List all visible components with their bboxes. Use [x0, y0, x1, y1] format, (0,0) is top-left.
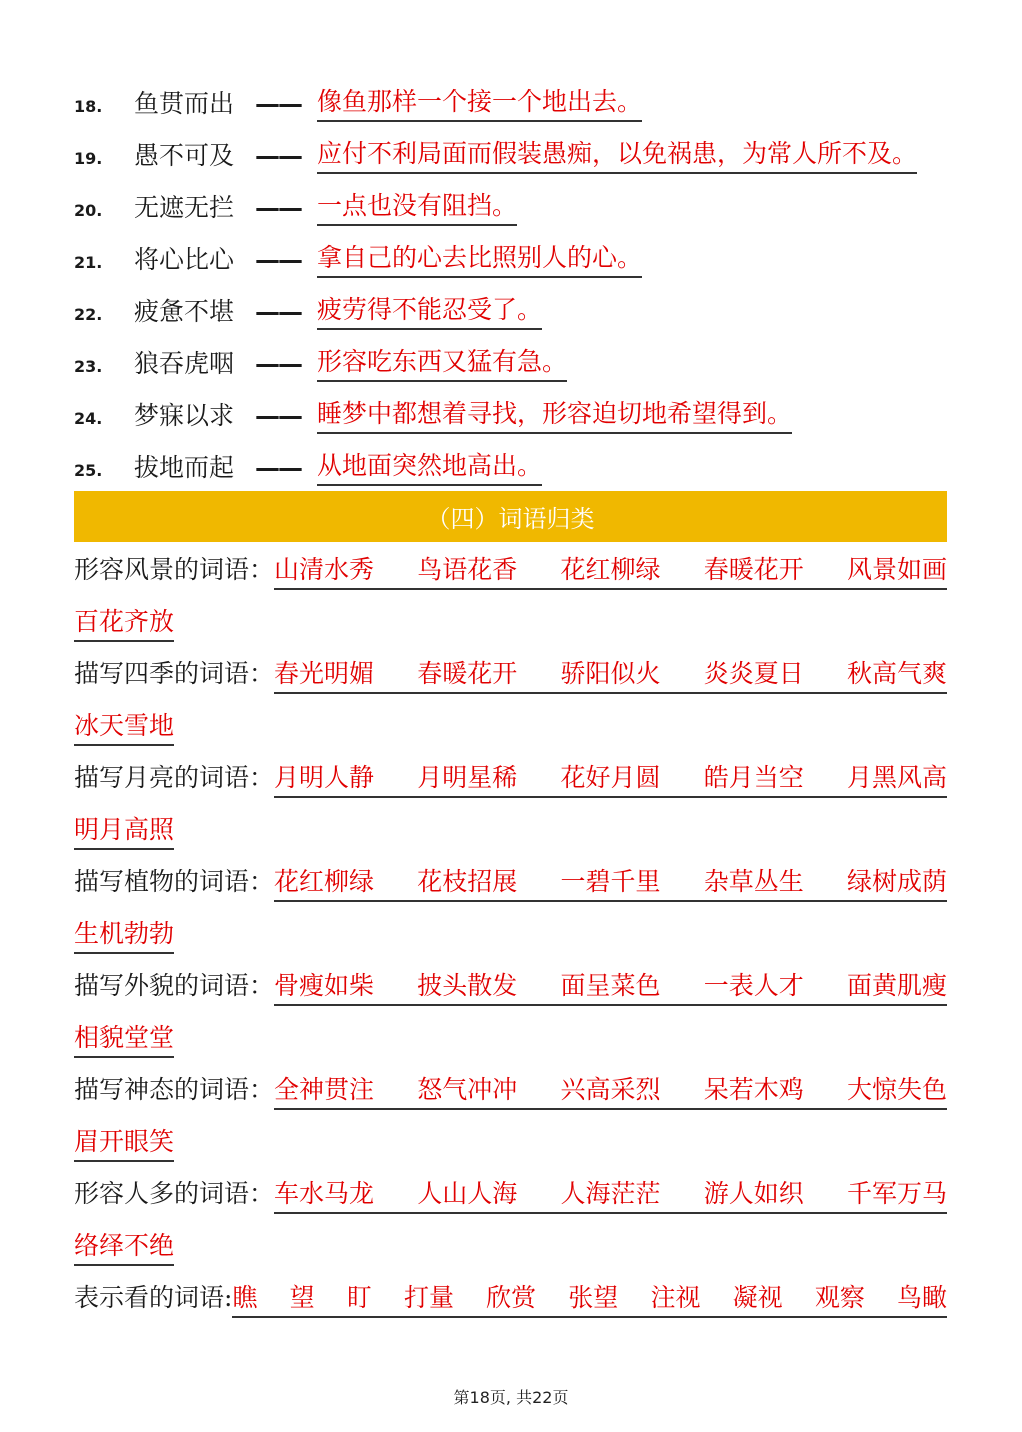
category-label: 表示看的词语: [74, 1283, 233, 1312]
idiom-word: 愚不可及 [134, 141, 235, 170]
answer-word: 骄阳似火 [560, 659, 661, 688]
idiom-word: 梦寐以求 [134, 401, 235, 430]
answer-word: 望 [289, 1283, 315, 1312]
answer-word: 春暖花开 [417, 659, 518, 688]
answer-word: 人海茫茫 [560, 1179, 661, 1208]
idiom-definition: 应付不利局面而假装愚痴，以免祸患，为常人所不及。 [317, 138, 917, 174]
category-row [74, 862, 947, 902]
idiom-row [74, 238, 642, 278]
category-continuation [74, 1226, 174, 1266]
category-continuation [74, 810, 174, 850]
answer-word: 炎炎夏日 [703, 659, 804, 688]
answer-word: 打量 [403, 1283, 454, 1312]
category-answers [274, 658, 947, 694]
answer-word: 明月高照 [74, 814, 174, 850]
category-label: 形容风景的词语： [74, 555, 275, 584]
answer-word: 杂草丛生 [703, 867, 804, 896]
idiom-row [74, 134, 917, 174]
answer-word: 凝视 [732, 1283, 783, 1312]
category-label: 形容人多的词语： [74, 1179, 275, 1208]
answer-word: 呆若木鸡 [703, 1075, 804, 1104]
answer-word: 一碧千里 [560, 867, 661, 896]
category-continuation [74, 706, 174, 746]
answer-word: 百花齐放 [74, 606, 174, 642]
answer-word: 人山人海 [417, 1179, 518, 1208]
answer-word: 张望 [568, 1283, 619, 1312]
answer-word: 盯 [346, 1283, 372, 1312]
dash: —— [255, 297, 301, 326]
category-answers [274, 554, 947, 590]
category-label: 描写月亮的词语： [74, 763, 275, 792]
category-row [74, 550, 947, 590]
section-title: （四）词语归类 [426, 505, 595, 533]
category-answers [274, 1178, 947, 1214]
answer-word: 花好月圆 [560, 763, 661, 792]
answer-word: 瞧 [232, 1283, 258, 1312]
category-row [74, 1070, 947, 1110]
page-footer: 第18页, 共22页 [453, 1388, 569, 1407]
item-number: 19. [74, 149, 103, 168]
idiom-definition: 一点也没有阻挡。 [317, 190, 517, 226]
idiom-definition: 从地面突然地高出。 [317, 450, 542, 486]
answer-word: 春光明媚 [274, 659, 375, 688]
answer-word: 车水马龙 [274, 1179, 375, 1208]
section-banner [74, 491, 947, 542]
idiom-word: 疲惫不堪 [134, 297, 235, 326]
category-label: 描写四季的词语： [74, 659, 275, 688]
idiom-definition: 拿自己的心去比照别人的心。 [317, 242, 642, 278]
idiom-row [74, 394, 792, 434]
idiom-word: 狼吞虎咽 [134, 349, 235, 378]
answer-word: 春暖花开 [703, 555, 804, 584]
dash: —— [255, 245, 301, 274]
category-row [74, 966, 947, 1006]
item-number: 22. [74, 305, 103, 324]
idiom-word: 鱼贯而出 [134, 89, 235, 118]
answer-word: 游人如织 [703, 1179, 804, 1208]
dash: —— [255, 89, 301, 118]
answer-word: 披头散发 [417, 971, 518, 1000]
item-number: 25. [74, 461, 103, 480]
answer-word: 花红柳绿 [274, 867, 375, 896]
category-row-look [74, 1278, 947, 1318]
answer-word: 月明星稀 [417, 763, 518, 792]
idiom-word: 拔地而起 [134, 453, 235, 482]
answer-word: 风景如画 [846, 555, 947, 584]
answer-word: 一表人才 [703, 971, 804, 1000]
category-continuation [74, 602, 174, 642]
item-number: 18. [74, 97, 103, 116]
answer-word: 面黄肌瘦 [846, 971, 947, 1000]
category-continuation [74, 914, 174, 954]
dash: —— [255, 193, 301, 222]
category-label: 描写神态的词语： [74, 1075, 275, 1104]
answer-word: 络绎不绝 [74, 1230, 174, 1266]
answer-word: 鸟语花香 [417, 555, 518, 584]
category-answers [274, 866, 947, 902]
category-row [74, 1174, 947, 1214]
idiom-row [74, 290, 542, 330]
category-row [74, 758, 947, 798]
answer-word: 注视 [650, 1283, 701, 1312]
idiom-row [74, 82, 642, 122]
category-continuation [74, 1122, 174, 1162]
category-continuation [74, 1018, 174, 1058]
idiom-definition: 疲劳得不能忍受了。 [317, 294, 542, 330]
category-answers [232, 1282, 947, 1318]
answer-word: 怒气冲冲 [417, 1075, 518, 1104]
dash: —— [255, 401, 301, 430]
answer-word: 兴高采烈 [560, 1075, 661, 1104]
dash: —— [255, 141, 301, 170]
dash: —— [255, 349, 301, 378]
answer-word: 千军万马 [846, 1179, 947, 1208]
answer-word: 生机勃勃 [74, 918, 174, 954]
answer-word: 绿树成荫 [846, 867, 947, 896]
idiom-definition: 形容吃东西又猛有急。 [317, 346, 567, 382]
category-answers [274, 762, 947, 798]
item-number: 21. [74, 253, 103, 272]
idiom-word: 将心比心 [134, 245, 235, 274]
category-label: 描写外貌的词语： [74, 971, 275, 1000]
idiom-definition: 像鱼那样一个接一个地出去。 [317, 86, 642, 122]
dash: —— [255, 453, 301, 482]
answer-word: 花红柳绿 [560, 555, 661, 584]
category-label: 描写植物的词语： [74, 867, 275, 896]
idiom-definition: 睡梦中都想着寻找，形容迫切地希望得到。 [317, 398, 792, 434]
idiom-row [74, 342, 567, 382]
idiom-row [74, 446, 542, 486]
answer-word: 相貌堂堂 [74, 1022, 174, 1058]
answer-word: 面呈菜色 [560, 971, 661, 1000]
answer-word: 秋高气爽 [846, 659, 947, 688]
answer-word: 骨瘦如柴 [274, 971, 375, 1000]
answer-word: 冰天雪地 [74, 710, 174, 746]
answer-word: 鸟瞰 [896, 1283, 947, 1312]
answer-word: 眉开眼笑 [74, 1126, 174, 1162]
answer-word: 花枝招展 [417, 867, 518, 896]
idiom-word: 无遮无拦 [134, 193, 235, 222]
answer-word: 全神贯注 [274, 1075, 375, 1104]
answer-word: 欣赏 [486, 1283, 537, 1312]
answer-word: 月明人静 [274, 763, 375, 792]
idiom-row [74, 186, 517, 226]
category-answers [274, 1074, 947, 1110]
category-answers [274, 970, 947, 1006]
answer-word: 观察 [814, 1283, 865, 1312]
item-number: 20. [74, 201, 103, 220]
answer-word: 大惊失色 [846, 1075, 947, 1104]
item-number: 23. [74, 357, 103, 376]
answer-word: 皓月当空 [703, 763, 804, 792]
category-row [74, 654, 947, 694]
answer-word: 山清水秀 [274, 555, 375, 584]
answer-word: 月黑风高 [846, 763, 947, 792]
item-number: 24. [74, 409, 103, 428]
